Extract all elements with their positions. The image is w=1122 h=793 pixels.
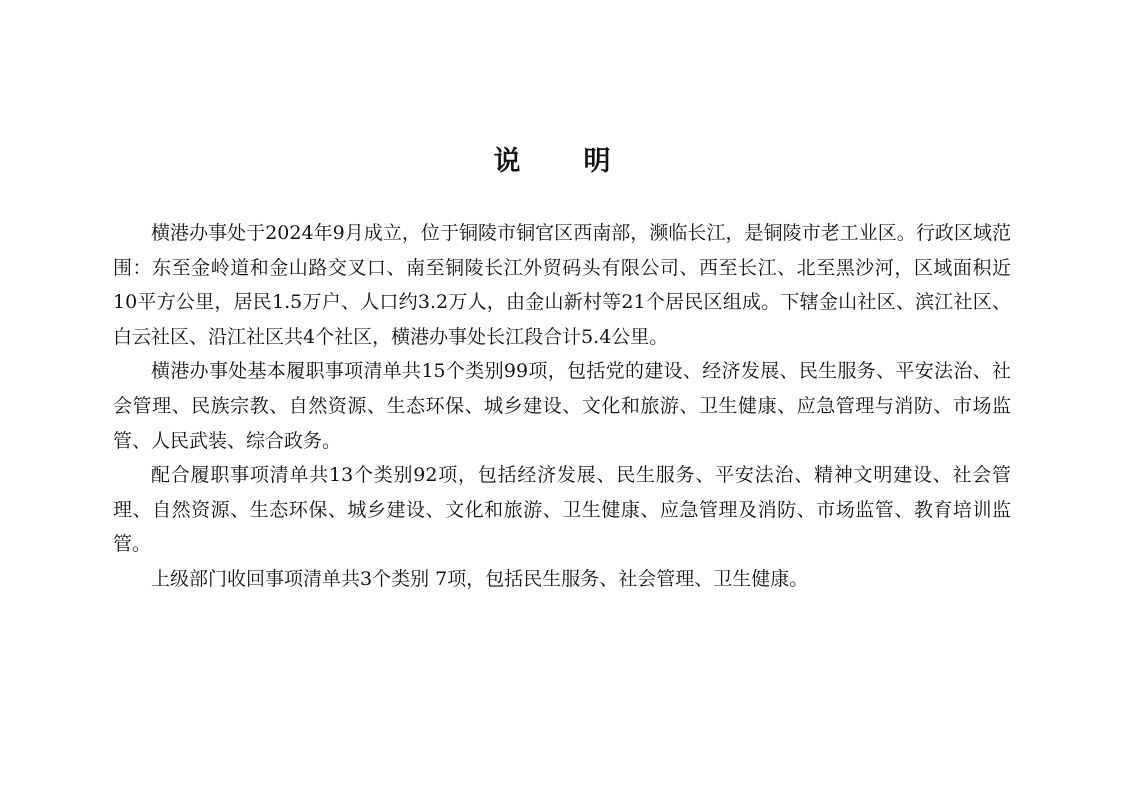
paragraph-basic-duties: 横港办事处基本履职事项清单共15个类别99项，包括党的建设、经济发展、民生服务、平安法治、社会管理、民族宗教、自然资源、生态环保、城乡建设、文化和旅游、卫生健康、应急管理与消防、市场监管、人民武装、综合政务。 xyxy=(113,360,1011,452)
paragraph-overview: 横港办事处于2024年9月成立，位于铜陵市铜官区西南部，濒临长江，是铜陵市老工业区。行政区域范围：东至金岭道和金山路交叉口、南至铜陵长江外贸码头有限公司、西至长江、北至黑沙河，区域面积近10平方公里，居民1.5万户、人口约3.2万人，由金山新村等21个居民区组成。下辖金山社区、滨江社区、白云社区、沿江社区共4个社区，横港办事处长江段合计5.4公里。 xyxy=(113,222,1011,348)
paragraph-cooperative-duties: 配合履职事项清单共13个类别92项，包括经济发展、民生服务、平安法治、精神文明建设、社会管理、自然资源、生态环保、城乡建设、文化和旅游、卫生健康、应急管理及消防、市场监管、教育培训监管。 xyxy=(113,464,1011,556)
document-body xyxy=(113,216,1011,597)
paragraph-recalled-items: 上级部门收回事项清单共3个类别 7项，包括民生服务、社会管理、卫生健康。 xyxy=(151,567,809,590)
page-title: 说 明 xyxy=(493,146,629,177)
